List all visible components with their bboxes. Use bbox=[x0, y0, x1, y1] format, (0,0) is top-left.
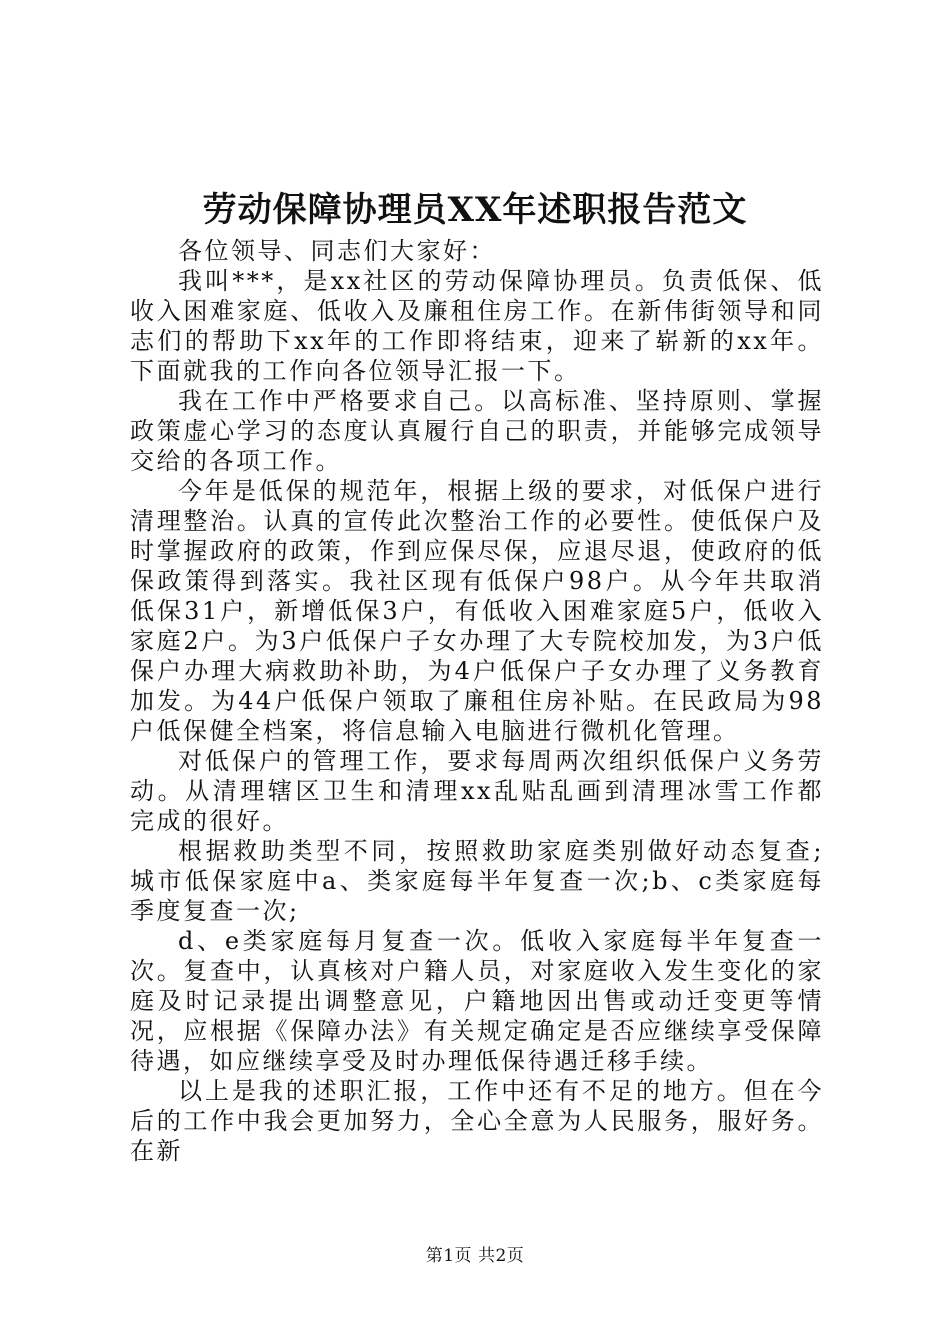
paragraph-review-categories: 根据救助类型不同，按照救助家庭类别做好动态复查;城市低保家庭中a、类家庭每半年复查一次;b、c类家庭每季度复查一次; bbox=[130, 837, 824, 925]
document-title: 劳动保障协理员XX年述职报告范文 bbox=[202, 190, 748, 230]
paragraph-work-attitude: 我在工作中严格要求自己。以高标准、坚持原则、掌握政策虚心学习的态度认真履行自己的职责，并能够完成领导交给的各项工作。 bbox=[130, 387, 824, 475]
paragraph-introduction: 我叫***，是xx社区的劳动保障协理员。负责低保、低收入困难家庭、低收入及廉租住房工作。在新伟街领导和同志们的帮助下xx年的工作即将结束，迎来了崭新的xx年。下面就我的工作向各位领导汇报一下。 bbox=[130, 267, 824, 385]
paragraph-conclusion: 以上是我的述职汇报，工作中还有不足的地方。但在今后的工作中我会更加努力，全心全意为人民服务，服好务。在新 bbox=[130, 1077, 824, 1165]
paragraph-review-details: d、e类家庭每月复查一次。低收入家庭每半年复查一次。复查中，认真核对户籍人员，对家庭收入发生变化的家庭及时记录提出调整意见，户籍地因出售或动迁变更等情况，应根据《保障办法》有关规定确定是否应继续享受保障待遇，如应继续享受及时办理低保待遇迁移手续。 bbox=[130, 927, 824, 1075]
page-footer: 第1页 共2页 bbox=[425, 1246, 525, 1266]
paragraph-management: 对低保户的管理工作，要求每周两次组织低保户义务劳动。从清理辖区卫生和清理xx乱贴乱画到清理冰雪工作都完成的很好。 bbox=[130, 747, 824, 835]
document-body bbox=[130, 236, 824, 1166]
paragraph-greeting: 各位领导、同志们大家好： bbox=[178, 237, 496, 265]
paragraph-low-income-work: 今年是低保的规范年，根据上级的要求，对低保户进行清理整治。认真的宣传此次整治工作的必要性。使低保户及时掌握政府的政策，作到应保尽保，应退尽退，使政府的低保政策得到落实。我社区现有低保户98户。从今年共取消低保31户，新增低保3户，有低收入困难家庭5户，低收入家庭2户。为3户低保户子女办理了大专院校加发，为3户低保户办理大病救助补助，为4户低保户子女办理了义务教育加发。为44户低保户领取了廉租住房补贴。在民政局为98户低保健全档案，将信息输入电脑进行微机化管理。 bbox=[130, 477, 824, 745]
